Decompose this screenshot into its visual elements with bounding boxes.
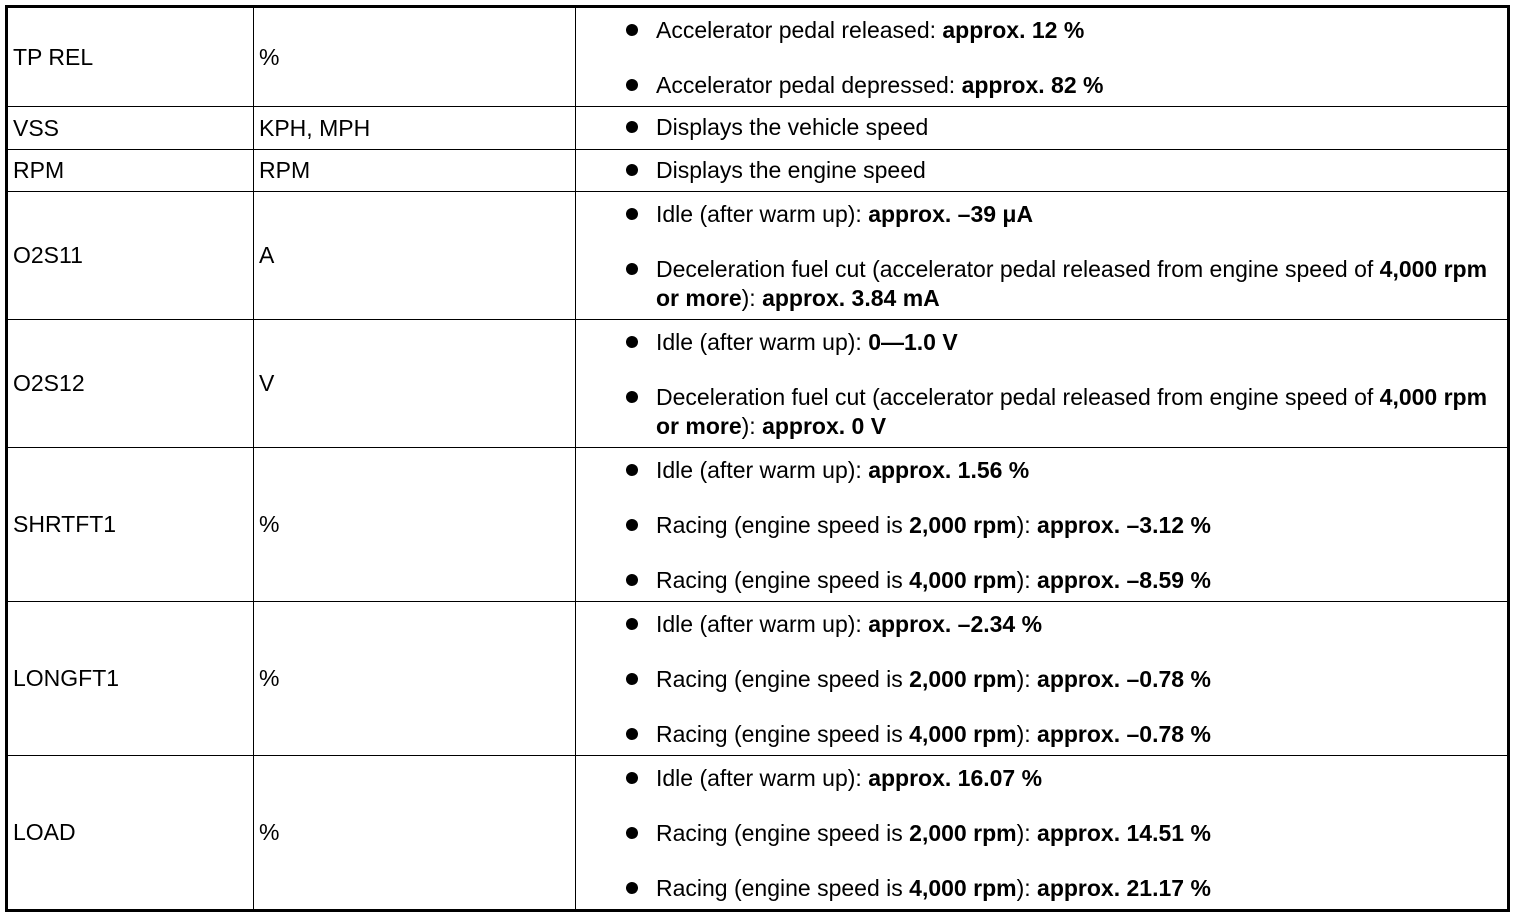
condition-text: Deceleration fuel cut (accelerator pedal released from engine speed of xyxy=(656,256,1380,282)
bullet-icon xyxy=(626,728,638,740)
condition-item xyxy=(626,16,1497,45)
condition-item xyxy=(626,511,1497,540)
bullet-icon xyxy=(626,24,638,36)
condition-cell xyxy=(576,107,1509,150)
condition-list xyxy=(576,448,1507,601)
condition-item xyxy=(626,255,1497,313)
condition-item xyxy=(626,113,1497,142)
bullet-icon xyxy=(626,121,638,133)
condition-item xyxy=(626,156,1497,185)
unit-cell: KPH, MPH xyxy=(254,107,576,150)
condition-text: ): xyxy=(741,285,763,311)
bullet-icon xyxy=(626,673,638,685)
condition-value: approx. –0.78 % xyxy=(1037,721,1211,747)
condition-text: ): xyxy=(1016,820,1038,846)
condition-cell xyxy=(576,602,1509,756)
condition-item xyxy=(626,764,1497,793)
condition-text: Racing (engine speed is xyxy=(656,875,910,901)
condition-value: 4,000 rpm or more xyxy=(656,256,1488,311)
condition-list xyxy=(576,602,1507,755)
condition-text: Displays the engine speed xyxy=(656,157,926,183)
condition-value: approx. 82 % xyxy=(961,72,1104,98)
condition-value: approx. –39 μA xyxy=(868,201,1034,227)
bullet-icon xyxy=(626,827,638,839)
condition-text: Racing (engine speed is xyxy=(656,666,910,692)
condition-value: 2,000 rpm xyxy=(909,820,1017,846)
condition-value: 2,000 rpm xyxy=(909,666,1017,692)
bullet-icon xyxy=(626,164,638,176)
condition-value: 4,000 rpm xyxy=(909,875,1017,901)
condition-item xyxy=(626,566,1497,595)
unit-cell: RPM xyxy=(254,150,576,192)
condition-text: ): xyxy=(1016,721,1038,747)
unit-cell: A xyxy=(254,192,576,320)
condition-item xyxy=(626,456,1497,485)
condition-value: 4,000 rpm or more xyxy=(656,384,1488,439)
condition-text: Idle (after warm up): xyxy=(656,329,869,355)
condition-cell xyxy=(576,150,1509,192)
condition-value: approx. 14.51 % xyxy=(1037,820,1211,846)
condition-item xyxy=(626,720,1497,749)
condition-text: Displays the vehicle speed xyxy=(656,114,929,140)
pid-cell: LONGFT1 xyxy=(7,602,254,756)
condition-text: Idle (after warm up): xyxy=(656,611,869,637)
condition-text: ): xyxy=(1016,512,1038,538)
condition-value: approx. –0.78 % xyxy=(1037,666,1211,692)
condition-item xyxy=(626,200,1497,229)
condition-text: ): xyxy=(1016,567,1038,593)
pid-cell: LOAD xyxy=(7,756,254,911)
pid-cell: SHRTFT1 xyxy=(7,448,254,602)
condition-text: ): xyxy=(741,413,763,439)
condition-value: 4,000 rpm xyxy=(909,721,1017,747)
condition-cell xyxy=(576,7,1509,107)
condition-value: 4,000 rpm xyxy=(909,567,1017,593)
bullet-icon xyxy=(626,79,638,91)
bullet-icon xyxy=(626,618,638,630)
table-row xyxy=(7,448,1509,602)
condition-text: Racing (engine speed is xyxy=(656,567,910,593)
bullet-icon xyxy=(626,208,638,220)
condition-text: Deceleration fuel cut (accelerator pedal released from engine speed of xyxy=(656,384,1380,410)
bullet-icon xyxy=(626,882,638,894)
pid-cell: RPM xyxy=(7,150,254,192)
condition-list xyxy=(576,150,1507,191)
condition-text: Racing (engine speed is xyxy=(656,512,910,538)
unit-cell: V xyxy=(254,320,576,448)
condition-list xyxy=(576,756,1507,909)
unit-cell: % xyxy=(254,756,576,911)
condition-text: Idle (after warm up): xyxy=(656,457,869,483)
bullet-icon xyxy=(626,519,638,531)
pid-cell: VSS xyxy=(7,107,254,150)
condition-list xyxy=(576,107,1507,148)
condition-list xyxy=(576,8,1507,106)
table-row xyxy=(7,602,1509,756)
condition-list xyxy=(576,192,1507,319)
condition-value: approx. 1.56 % xyxy=(868,457,1030,483)
bullet-icon xyxy=(626,391,638,403)
table-row xyxy=(7,7,1509,107)
condition-cell xyxy=(576,192,1509,320)
condition-item xyxy=(626,610,1497,639)
pid-cell: O2S12 xyxy=(7,320,254,448)
condition-value: approx. 0 V xyxy=(762,413,887,439)
condition-value: approx. 21.17 % xyxy=(1037,875,1211,901)
condition-text: Racing (engine speed is xyxy=(656,721,910,747)
table-row xyxy=(7,756,1509,911)
condition-text: Idle (after warm up): xyxy=(656,201,869,227)
table-row xyxy=(7,150,1509,192)
condition-value: 0—1.0 V xyxy=(868,329,958,355)
condition-item xyxy=(626,819,1497,848)
bullet-icon xyxy=(626,772,638,784)
condition-text: Idle (after warm up): xyxy=(656,765,869,791)
condition-value: approx. 16.07 % xyxy=(868,765,1043,791)
condition-item xyxy=(626,665,1497,694)
condition-text: Racing (engine speed is xyxy=(656,820,910,846)
condition-item xyxy=(626,328,1497,357)
table-row xyxy=(7,320,1509,448)
condition-value: approx. 3.84 mA xyxy=(762,285,940,311)
condition-list xyxy=(576,320,1507,447)
condition-item xyxy=(626,874,1497,903)
bullet-icon xyxy=(626,336,638,348)
table-row xyxy=(7,107,1509,150)
table-row xyxy=(7,192,1509,320)
bullet-icon xyxy=(626,574,638,586)
table-body xyxy=(7,7,1509,911)
pid-specification-table xyxy=(5,5,1510,912)
unit-cell: % xyxy=(254,448,576,602)
condition-item xyxy=(626,71,1497,100)
condition-value: approx. –8.59 % xyxy=(1037,567,1211,593)
condition-value: 2,000 rpm xyxy=(909,512,1017,538)
condition-text: Accelerator pedal released: xyxy=(656,17,943,43)
condition-value: approx. 12 % xyxy=(942,17,1085,43)
pid-cell: O2S11 xyxy=(7,192,254,320)
condition-cell xyxy=(576,448,1509,602)
condition-text: Accelerator pedal depressed: xyxy=(656,72,962,98)
condition-value: approx. –3.12 % xyxy=(1037,512,1211,538)
bullet-icon xyxy=(626,263,638,275)
condition-item xyxy=(626,383,1497,441)
unit-cell: % xyxy=(254,7,576,107)
condition-value: approx. –2.34 % xyxy=(868,611,1043,637)
bullet-icon xyxy=(626,464,638,476)
condition-cell xyxy=(576,320,1509,448)
condition-text: ): xyxy=(1016,875,1038,901)
condition-cell xyxy=(576,756,1509,911)
pid-cell: TP REL xyxy=(7,7,254,107)
condition-text: ): xyxy=(1016,666,1038,692)
unit-cell: % xyxy=(254,602,576,756)
